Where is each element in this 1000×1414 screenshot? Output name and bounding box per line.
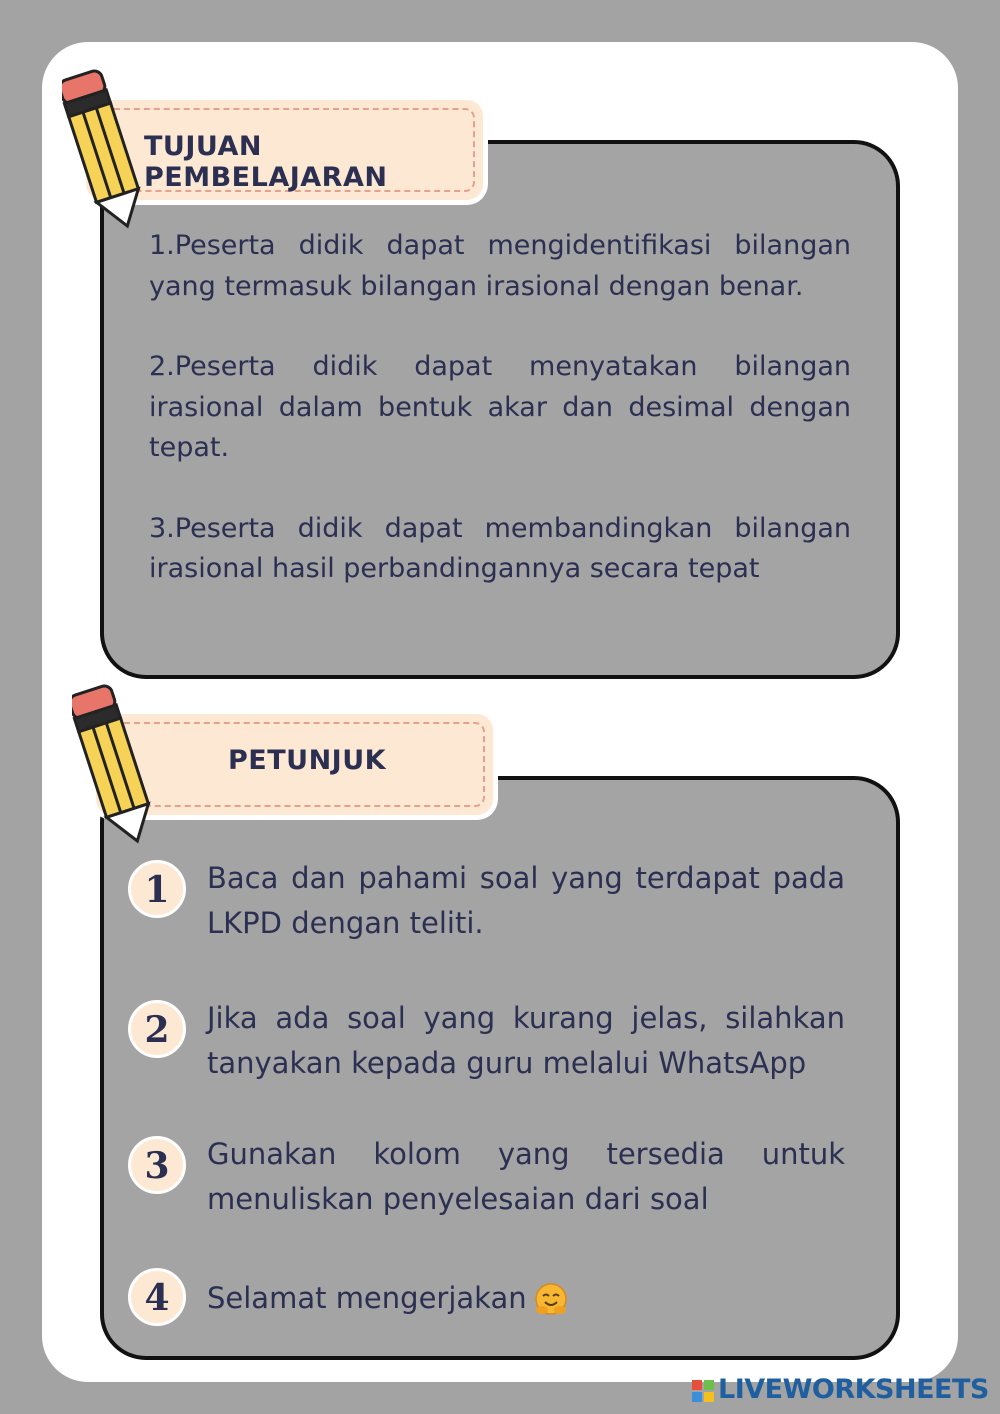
liveworksheets-branding (692, 1374, 992, 1408)
liveworksheets-logo-icon (692, 1380, 714, 1402)
step-text: Selamat mengerjakan (207, 1281, 527, 1315)
objectives-title: TUJUAN PEMBELAJARAN (144, 131, 388, 193)
step-text: Gunakan kolom yang tersedia untuk menuliskan penyelesaian dari soal (207, 1137, 845, 1216)
step-text: Baca dan pahami soal yang terdapat pada LKPD dengan teliti. (207, 861, 845, 940)
step-number-badge: 3 (128, 1136, 186, 1194)
step-number-badge: 2 (128, 1000, 186, 1058)
instructions-title: PETUNJUK (228, 745, 387, 776)
pencil-icon (62, 68, 162, 238)
step-number-badge: 4 (128, 1268, 186, 1326)
step-number-badge: 1 (128, 860, 186, 918)
step-text-wrap (207, 1276, 845, 1321)
step-text: Jika ada soal yang kurang jelas, silahkan tanyakan kepada guru melalui WhatsApp (207, 1001, 845, 1080)
pencil-icon (72, 683, 172, 853)
objectives-list (149, 226, 851, 630)
brand-name: LIVEWORKSHEETS (718, 1374, 989, 1405)
objective-item-3: 3.Peserta didik dapat membandingkan bilangan irasional hasil perbandingannya secara tepat (149, 512, 851, 584)
hugging-face-emoji-icon (533, 1282, 569, 1318)
objective-item-2: 2.Peserta didik dapat menyatakan bilangan irasional dalam bentuk akar dan desimal dengan tepat. (149, 351, 851, 463)
objective-item-1: 1.Peserta didik dapat mengidentifikasi bilangan yang termasuk bilangan irasional dengan benar. (149, 230, 851, 302)
